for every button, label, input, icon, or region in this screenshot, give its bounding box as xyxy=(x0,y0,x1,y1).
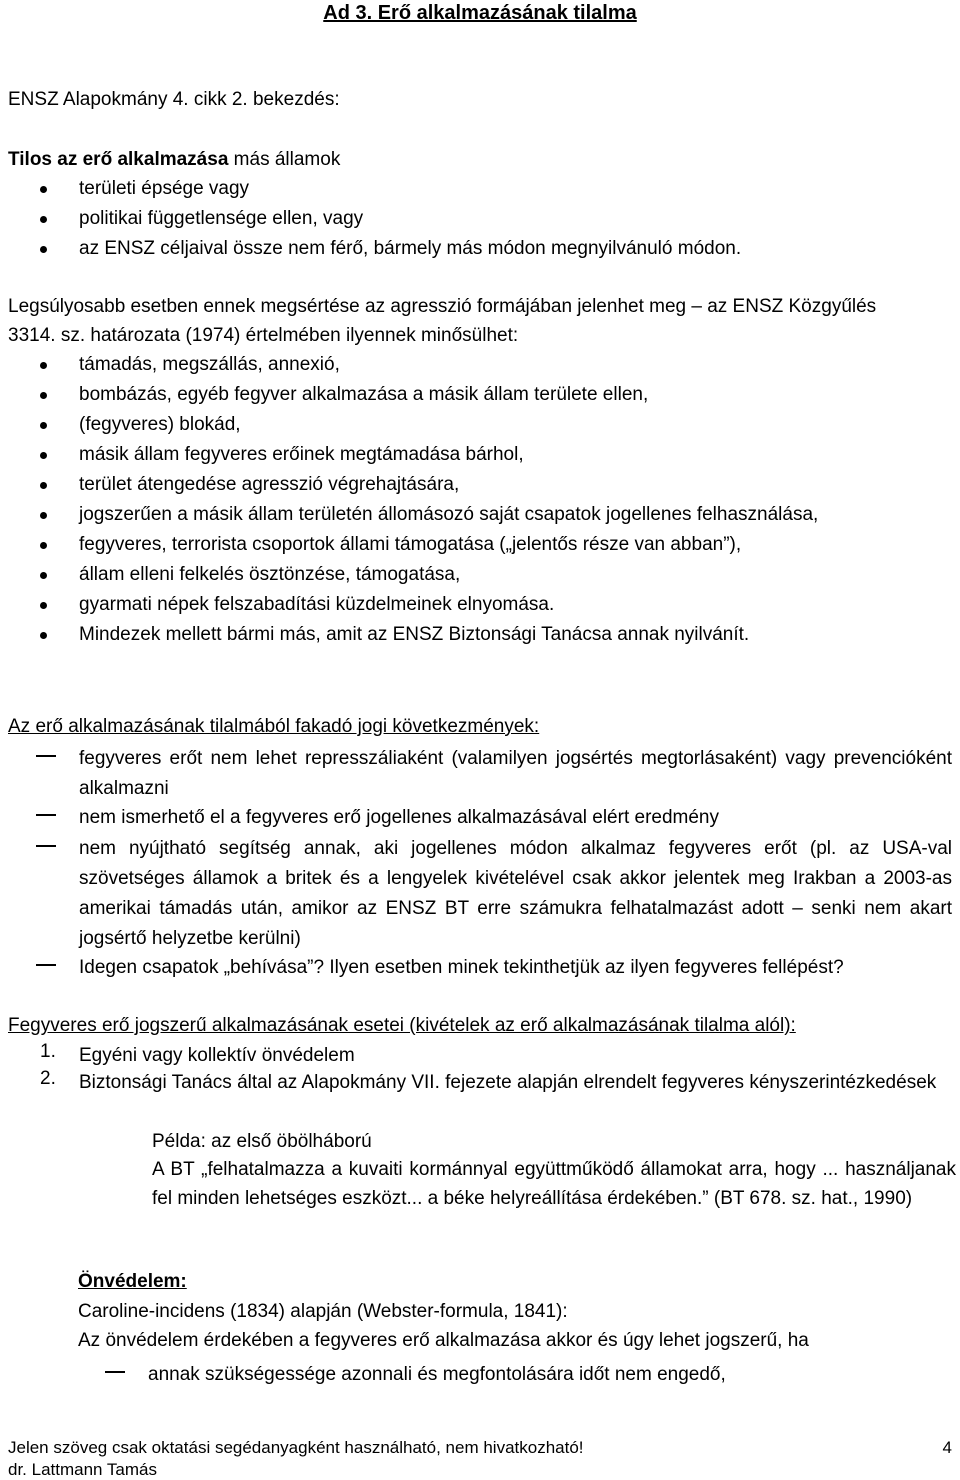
bullet-icon xyxy=(40,422,47,429)
bullet-icon xyxy=(40,542,47,549)
bullet-icon xyxy=(40,392,47,399)
lawful-use-heading: Fegyveres erő jogszerű alkalmazásának esetei (kivételek az erő alkalmazásának tilalma alól): xyxy=(8,1015,796,1036)
bullet-icon xyxy=(40,632,47,639)
consequences-heading: Az erő alkalmazásának tilalmából fakadó jogi következmények: xyxy=(8,716,540,737)
bullet-icon xyxy=(40,216,47,223)
example-label: Példa: az első öbölháború xyxy=(152,1131,372,1152)
bullet-icon xyxy=(40,482,47,489)
bullet-icon xyxy=(40,246,47,253)
footer-note: Jelen szöveg csak oktatási segédanyagként használható, nem hivatkozható! 4 xyxy=(8,1438,952,1457)
bullet-icon xyxy=(40,362,47,369)
bullet-icon xyxy=(40,452,47,459)
aggression-intro-line2: 3314. sz. határozata (1974) értelmében ilyennek minősülhet: xyxy=(8,325,519,346)
aggression-intro-line1: Legsúlyosabb esetben ennek megsértése az agresszió formájában jelenhet meg – az ENSZ Közgyűlés xyxy=(8,296,877,317)
page-title: Ad 3. Erő alkalmazásának tilalma xyxy=(323,2,637,24)
dash-icon xyxy=(36,755,56,757)
prohibition-rest: más államok xyxy=(228,149,341,170)
prohibition-bold: Tilos az erő alkalmazása xyxy=(8,149,229,170)
footer-author: dr. Lattmann Tamás xyxy=(8,1460,157,1479)
selfdefense-heading: Önvédelem: xyxy=(78,1271,187,1292)
selfdefense-line1: Caroline-incidens (1834) alapján (Webster-formula, 1841): xyxy=(78,1301,568,1322)
dash-icon xyxy=(36,814,56,816)
dash-icon xyxy=(105,1371,125,1373)
bullet-icon xyxy=(40,572,47,579)
prohibition-statement xyxy=(8,149,340,171)
selfdefense-line2: Az önvédelem érdekében a fegyveres erő alkalmazása akkor és úgy lehet jogszerű, ha xyxy=(78,1330,809,1351)
dash-icon xyxy=(36,964,56,966)
bullet-icon xyxy=(40,602,47,609)
bullet-icon xyxy=(40,186,47,193)
bullet-icon xyxy=(40,512,47,519)
dash-icon xyxy=(36,845,56,847)
page-number: 4 xyxy=(942,1438,952,1457)
charter-reference: ENSZ Alapokmány 4. cikk 2. bekezdés: xyxy=(8,89,340,110)
example-text: A BT „felhatalmazza a kuvaiti kormánnyal együttműködő államokat arra, hogy ... használjanak fel minden lehetséges eszközt... a béke helyreállítása érdekében.” (BT 678. sz. hat., 1990) xyxy=(152,1159,956,1209)
